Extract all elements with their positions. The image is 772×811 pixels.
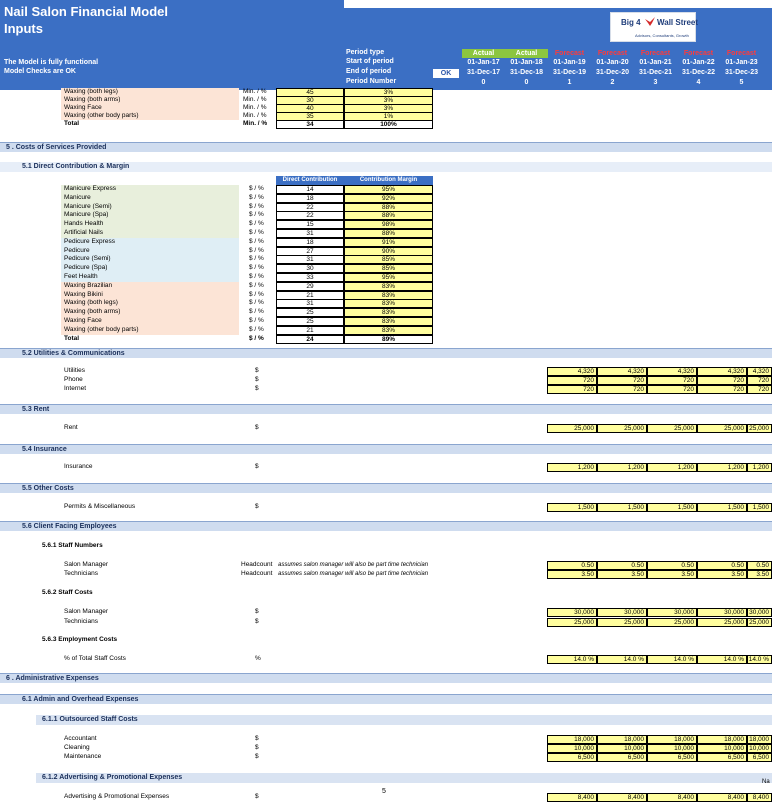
row-label: Waxing Face <box>64 104 102 111</box>
dc-row-label: Pedicure (Semi) <box>64 255 111 263</box>
period-start-1: 01-Jan-18 <box>510 59 543 66</box>
salon-manager-hc-note: assumes salon manager will also be part time technician <box>278 562 429 568</box>
dc-value: 25 <box>276 317 344 326</box>
logo-text-left: Big 4 <box>621 18 641 27</box>
phone-label: Phone <box>64 376 83 383</box>
technicians-cost-input[interactable]: 25,000 <box>547 618 597 627</box>
cleaning-input[interactable]: 10,000 <box>647 744 697 753</box>
label-period-type: Period type <box>346 49 385 56</box>
dc-row-unit: $ / % <box>249 185 264 192</box>
maintenance-input[interactable]: 6,500 <box>547 753 597 762</box>
cm-value-input[interactable]: 91% <box>344 238 433 247</box>
dc-row-unit: $ / % <box>249 237 264 245</box>
insurance-unit: $ <box>255 463 259 470</box>
big4-logo <box>610 12 699 42</box>
cm-value-input[interactable]: 83% <box>344 299 433 308</box>
period-type-2: Forecast <box>548 49 591 58</box>
row-pct-input[interactable]: 3% <box>344 104 433 113</box>
utilities-input[interactable]: 4,320 <box>747 367 772 376</box>
permits-input[interactable]: 1,500 <box>597 503 647 512</box>
utilities-input[interactable]: 4,320 <box>647 367 697 376</box>
label-start-of-period: Start of period <box>346 58 394 65</box>
model-check-ok-badge: OK <box>433 69 459 78</box>
dc-value: 25 <box>276 308 344 317</box>
pct-staff-costs-input[interactable]: 14.0 % <box>697 655 747 664</box>
technicians-cost-input[interactable]: 25,000 <box>747 618 772 627</box>
permits-unit: $ <box>255 503 259 510</box>
technicians-cost-unit: $ <box>255 618 259 625</box>
period-type-4: Forecast <box>634 49 677 58</box>
advertising-input[interactable]: 8,400 <box>647 793 697 802</box>
row-unit: Min. / % <box>243 104 267 111</box>
section-5-6-1-title: 5.6.1 Staff Numbers <box>42 542 103 549</box>
period-start-3: 01-Jan-20 <box>596 59 629 66</box>
dc-value: 31 <box>276 229 344 238</box>
salon-manager-hc-input[interactable]: 0.50 <box>697 561 747 570</box>
period-start-6: 01-Jan-23 <box>725 59 758 66</box>
row-bg <box>61 335 239 344</box>
phone-unit: $ <box>255 376 259 383</box>
rent-unit: $ <box>255 424 259 431</box>
dc-row-unit: $ / % <box>249 220 264 228</box>
internet-input[interactable]: 720 <box>697 385 747 394</box>
row-pct-input: 100% <box>344 120 433 129</box>
section-6-1-2-header <box>36 773 772 783</box>
insurance-input[interactable]: 1,200 <box>747 463 772 472</box>
salon-manager-hc-label: Salon Manager <box>64 561 109 568</box>
row-unit: Min. / % <box>243 112 267 119</box>
dc-row-label: Waxing Bikini <box>64 290 103 298</box>
cm-value-input[interactable]: 88% <box>344 211 433 220</box>
section-6-title: 6 . Administrative Expenses <box>6 675 99 682</box>
dc-value: 27 <box>276 247 344 256</box>
period-end-3: 31-Dec-20 <box>595 69 630 76</box>
dc-value: 31 <box>276 255 344 264</box>
section-5-1-title: 5.1 Direct Contribution & Margin <box>22 163 130 170</box>
dc-row-unit: $ / % <box>249 202 264 210</box>
dc-value: 29 <box>276 282 344 291</box>
permits-input[interactable]: 1,500 <box>647 503 697 512</box>
dc-row-label: Artificial Nails <box>64 229 104 236</box>
cleaning-unit: $ <box>255 744 259 751</box>
row-unit: Min. / % <box>243 120 268 127</box>
salon-manager-hc-unit: Headcount <box>241 561 273 568</box>
dc-row-unit: $ / % <box>249 246 264 254</box>
dc-value: 31 <box>276 299 344 308</box>
advertising-label: Advertising & Promotional Expenses <box>64 793 170 800</box>
cleaning-label: Cleaning <box>64 744 90 751</box>
dc-value: 22 <box>276 203 344 212</box>
period-type-5: Forecast <box>677 49 720 58</box>
period-number-1: 0 <box>524 79 529 86</box>
row-pct-input[interactable]: 3% <box>344 96 433 105</box>
label-end-of-period: End of period <box>346 68 392 75</box>
dc-row-label: Manicure (Semi) <box>64 202 112 210</box>
dc-row-unit: $ / % <box>249 299 264 307</box>
row-minutes-input[interactable]: 40 <box>276 104 344 113</box>
rent-label: Rent <box>64 424 78 431</box>
period-end-5: 31-Dec-22 <box>681 69 716 76</box>
phone-input[interactable]: 720 <box>747 376 772 385</box>
model-status-checks: Model Checks are OK <box>4 68 76 75</box>
phone-input[interactable]: 720 <box>547 376 597 385</box>
salon-manager-cost-input[interactable]: 30,000 <box>647 608 697 617</box>
dc-row-unit: $ / % <box>249 281 264 289</box>
technicians-hc-input[interactable]: 3.50 <box>697 570 747 579</box>
dc-row-unit: $ / % <box>249 273 264 280</box>
section-5-2-header <box>0 348 772 358</box>
phone-input[interactable]: 720 <box>647 376 697 385</box>
section-5-2-title: 5.2 Utilities & Communications <box>22 350 125 357</box>
section-5-6-title: 5.6 Client Facing Employees <box>22 523 117 530</box>
insurance-input[interactable]: 1,200 <box>647 463 697 472</box>
technicians-hc-input[interactable]: 3.50 <box>597 570 647 579</box>
dc-row-unit: $ / % <box>249 317 264 324</box>
dc-row-unit: $ / % <box>249 334 264 342</box>
row-minutes-input: 34 <box>276 120 344 129</box>
technicians-cost-input[interactable]: 25,000 <box>597 618 647 627</box>
row-minutes-input[interactable]: 45 <box>276 88 344 97</box>
technicians-cost-input[interactable]: 25,000 <box>697 618 747 627</box>
dc-row-label: Manicure (Spa) <box>64 211 109 219</box>
eagle-icon <box>644 15 656 27</box>
section-5-6-header <box>0 521 772 531</box>
logo-text-right: Wall Street <box>657 18 699 27</box>
salon-manager-cost-input[interactable]: 30,000 <box>747 608 772 617</box>
period-number-5: 4 <box>696 79 701 86</box>
rent-input[interactable]: 25,000 <box>597 424 647 433</box>
permits-input[interactable]: 1,500 <box>547 503 597 512</box>
dc-row-label: Manicure <box>64 193 91 201</box>
row-pct-input[interactable]: 3% <box>344 88 433 97</box>
row-pct-input[interactable]: 1% <box>344 112 433 121</box>
section-5-header <box>0 142 772 152</box>
sheet-title: Inputs <box>4 21 43 36</box>
technicians-hc-unit: Headcount <box>241 570 273 577</box>
cm-value-input[interactable]: 88% <box>344 203 433 212</box>
row-label: Waxing (both arms) <box>64 96 121 103</box>
technicians-hc-label: Technicians <box>64 570 98 577</box>
section-6-1-1-title: 6.1.1 Outsourced Staff Costs <box>42 716 138 723</box>
dc-value: 15 <box>276 220 344 229</box>
insurance-label: Insurance <box>64 463 93 470</box>
period-number-3: 2 <box>610 79 615 86</box>
row-label: Waxing (both legs) <box>64 88 118 95</box>
utilities-input[interactable]: 4,320 <box>547 367 597 376</box>
utilities-label: Utilities <box>64 367 85 374</box>
na-label: Na <box>762 779 770 785</box>
dc-value: 18 <box>276 238 344 247</box>
cm-value-input[interactable]: 83% <box>344 326 433 335</box>
accountant-input[interactable]: 18,000 <box>697 735 747 744</box>
period-end-2: 31-Dec-19 <box>552 69 587 76</box>
internet-input[interactable]: 720 <box>547 385 597 394</box>
maintenance-unit: $ <box>255 753 259 760</box>
salon-manager-cost-input[interactable]: 30,000 <box>697 608 747 617</box>
utilities-input[interactable]: 4,320 <box>597 367 647 376</box>
section-5-3-title: 5.3 Rent <box>22 406 50 413</box>
cm-value-input[interactable]: 92% <box>344 194 433 203</box>
cleaning-input[interactable]: 10,000 <box>597 744 647 753</box>
insurance-input[interactable]: 1,200 <box>697 463 747 472</box>
period-end-6: 31-Dec-23 <box>724 69 759 76</box>
maintenance-input[interactable]: 6,500 <box>697 753 747 762</box>
section-5-5-header <box>0 483 772 493</box>
period-start-2: 01-Jan-19 <box>553 59 586 66</box>
cleaning-input[interactable]: 10,000 <box>747 744 772 753</box>
permits-input[interactable]: 1,500 <box>697 503 747 512</box>
period-number-4: 3 <box>653 79 658 86</box>
period-start-5: 01-Jan-22 <box>682 59 715 66</box>
section-5-3-header <box>0 404 772 414</box>
dc-row-label: Pedicure Express <box>64 237 115 245</box>
internet-label: Internet <box>64 385 87 392</box>
section-5-5-title: 5.5 Other Costs <box>22 485 74 492</box>
period-type-0: Actual <box>462 49 505 58</box>
salon-manager-hc-input[interactable]: 0.50 <box>597 561 647 570</box>
row-unit: Min. / % <box>243 88 267 95</box>
cm-value-input[interactable]: 83% <box>344 308 433 317</box>
period-type-6: Forecast <box>720 49 763 58</box>
technicians-cost-label: Technicians <box>64 618 98 625</box>
dc-row-unit: $ / % <box>249 290 264 298</box>
cm-value-input[interactable]: 83% <box>344 317 433 326</box>
dc-row-unit: $ / % <box>249 264 264 272</box>
cm-value-input[interactable]: 98% <box>344 220 433 229</box>
maintenance-label: Maintenance <box>64 753 102 760</box>
insurance-input[interactable]: 1,200 <box>547 463 597 472</box>
cm-value-input[interactable]: 85% <box>344 255 433 264</box>
cm-value-input[interactable]: 83% <box>344 282 433 291</box>
section-6-1-2-title: 6.1.2 Advertising & Promotional Expenses <box>42 774 183 781</box>
salon-manager-hc-input[interactable]: 0.50 <box>647 561 697 570</box>
cm-col-header: Contribution Margin <box>344 176 433 185</box>
header-white-gap <box>344 0 772 8</box>
label-period-number: Period Number <box>346 78 397 85</box>
cm-value-input[interactable]: 83% <box>344 291 433 300</box>
period-end-4: 31-Dec-21 <box>638 69 673 76</box>
technicians-hc-note: assumes salon manager will also be part time technician <box>278 571 429 577</box>
dc-value: 14 <box>276 185 344 194</box>
dc-value: 30 <box>276 264 344 273</box>
rent-input[interactable]: 25,000 <box>647 424 697 433</box>
accountant-unit: $ <box>255 735 259 742</box>
technicians-hc-input[interactable]: 3.50 <box>747 570 772 579</box>
permits-label: Permits & Miscellaneous <box>64 503 136 510</box>
page-number: 5 <box>382 788 386 795</box>
salon-manager-cost-label: Salon Manager <box>64 608 109 615</box>
advertising-input[interactable]: 8,400 <box>547 793 597 802</box>
row-label: Total <box>64 120 80 127</box>
section-6-1-header <box>0 694 772 704</box>
internet-unit: $ <box>255 385 259 392</box>
rent-input[interactable]: 25,000 <box>697 424 747 433</box>
dc-row-label: Hands Health <box>64 220 104 228</box>
row-unit: Min. / % <box>243 96 267 103</box>
salon-manager-hc-input[interactable]: 0.50 <box>747 561 772 570</box>
row-minutes-input[interactable]: 30 <box>276 96 344 105</box>
advertising-input[interactable]: 8,400 <box>747 793 772 802</box>
accountant-input[interactable]: 18,000 <box>597 735 647 744</box>
salon-manager-cost-input[interactable]: 30,000 <box>547 608 597 617</box>
phone-input[interactable]: 720 <box>697 376 747 385</box>
dc-row-unit: $ / % <box>249 211 264 219</box>
model-title: Nail Salon Financial Model <box>4 4 168 19</box>
row-minutes-input[interactable]: 35 <box>276 112 344 121</box>
accountant-input[interactable]: 18,000 <box>547 735 597 744</box>
period-end-0: 31-Dec-17 <box>466 69 501 76</box>
section-6-1-title: 6.1 Admin and Overhead Expenses <box>22 696 139 703</box>
dc-row-unit: $ / % <box>249 325 264 333</box>
row-label: Waxing (other body parts) <box>64 112 139 119</box>
advertising-input[interactable]: 8,400 <box>697 793 747 802</box>
dc-row-label: Waxing Face <box>64 317 102 324</box>
advertising-unit: $ <box>255 793 259 800</box>
accountant-input[interactable]: 18,000 <box>647 735 697 744</box>
dc-row-label: Waxing (both legs) <box>64 299 118 307</box>
period-start-4: 01-Jan-21 <box>639 59 672 66</box>
dc-row-unit: $ / % <box>249 308 264 316</box>
salon-manager-cost-unit: $ <box>255 608 259 615</box>
period-number-0: 0 <box>481 79 486 86</box>
cm-value-input[interactable]: 95% <box>344 273 433 282</box>
dc-row-label: Total <box>64 334 80 342</box>
cm-value-input[interactable]: 85% <box>344 264 433 273</box>
utilities-unit: $ <box>255 367 259 374</box>
section-5-1-header <box>0 162 772 172</box>
technicians-hc-input[interactable]: 3.50 <box>647 570 697 579</box>
technicians-cost-input[interactable]: 25,000 <box>647 618 697 627</box>
advertising-input[interactable]: 8,400 <box>597 793 647 802</box>
section-5-6-2-title: 5.6.2 Staff Costs <box>42 589 93 596</box>
internet-input[interactable]: 720 <box>747 385 772 394</box>
period-end-1: 31-Dec-18 <box>509 69 544 76</box>
internet-input[interactable]: 720 <box>597 385 647 394</box>
section-5-title: 5 . Costs of Services Provided <box>6 144 107 151</box>
dc-row-unit: $ / % <box>249 229 264 236</box>
dc-row-label: Pedicure (Spa) <box>64 264 108 272</box>
dc-col-header: Direct Contribution <box>276 176 344 185</box>
accountant-label: Accountant <box>64 735 97 742</box>
dc-row-unit: $ / % <box>249 255 264 263</box>
cm-value-input[interactable]: 90% <box>344 247 433 256</box>
maintenance-input[interactable]: 6,500 <box>747 753 772 762</box>
pct-staff-costs-input[interactable]: 14.0 % <box>647 655 697 664</box>
pct-staff-costs-input[interactable]: 14.0 % <box>597 655 647 664</box>
dc-row-label: Waxing Brazilian <box>64 281 113 289</box>
dc-value: 33 <box>276 273 344 282</box>
period-number-2: 1 <box>567 79 572 86</box>
dc-value: 21 <box>276 326 344 335</box>
rent-input[interactable]: 25,000 <box>547 424 597 433</box>
period-type-3: Forecast <box>591 49 634 58</box>
pct-staff-costs-input[interactable]: 14.0 % <box>547 655 597 664</box>
cm-value-input[interactable]: 95% <box>344 185 433 194</box>
model-status-functional: The Model is fully functional <box>4 59 99 66</box>
period-start-0: 01-Jan-17 <box>467 59 500 66</box>
insurance-input[interactable]: 1,200 <box>597 463 647 472</box>
section-5-4-title: 5.4 Insurance <box>22 446 67 453</box>
section-5-6-3-title: 5.6.3 Employment Costs <box>42 636 118 643</box>
section-5-4-header <box>0 444 772 454</box>
salon-manager-cost-input[interactable]: 30,000 <box>597 608 647 617</box>
period-number-6: 5 <box>739 79 744 86</box>
period-type-1: Actual <box>505 49 548 58</box>
section-6-header <box>0 673 772 683</box>
dc-row-label: Pedicure <box>64 246 90 254</box>
dc-row-unit: $ / % <box>249 193 264 201</box>
cleaning-input[interactable]: 10,000 <box>697 744 747 753</box>
section-6-1-1-header <box>36 715 772 725</box>
dc-value: 21 <box>276 291 344 300</box>
dc-row-label: Waxing (other body parts) <box>64 325 139 333</box>
dc-value: 18 <box>276 194 344 203</box>
cm-value-input: 89% <box>344 335 433 344</box>
rent-input[interactable]: 25,000 <box>747 424 772 433</box>
technicians-hc-input[interactable]: 3.50 <box>547 570 597 579</box>
internet-input[interactable]: 720 <box>647 385 697 394</box>
logo-tagline: Advisors, Consultants, Growth <box>635 33 689 38</box>
dc-row-label: Waxing (both arms) <box>64 308 121 316</box>
permits-input[interactable]: 1,500 <box>747 503 772 512</box>
maintenance-input[interactable]: 6,500 <box>597 753 647 762</box>
pct-staff-costs-input[interactable]: 14.0 % <box>747 655 772 664</box>
dc-value: 24 <box>276 335 344 344</box>
accountant-input[interactable]: 18,000 <box>747 735 772 744</box>
dc-row-label: Manicure Express <box>64 185 117 192</box>
salon-manager-hc-input[interactable]: 0.50 <box>547 561 597 570</box>
utilities-input[interactable]: 4,320 <box>697 367 747 376</box>
dc-value: 22 <box>276 211 344 220</box>
cm-value-input[interactable]: 88% <box>344 229 433 238</box>
pct-staff-costs-label: % of Total Staff Costs <box>64 655 126 662</box>
phone-input[interactable]: 720 <box>597 376 647 385</box>
maintenance-input[interactable]: 6,500 <box>647 753 697 762</box>
cleaning-input[interactable]: 10,000 <box>547 744 597 753</box>
pct-staff-costs-unit: % <box>255 655 261 662</box>
dc-row-label: Feet Health <box>64 273 98 280</box>
